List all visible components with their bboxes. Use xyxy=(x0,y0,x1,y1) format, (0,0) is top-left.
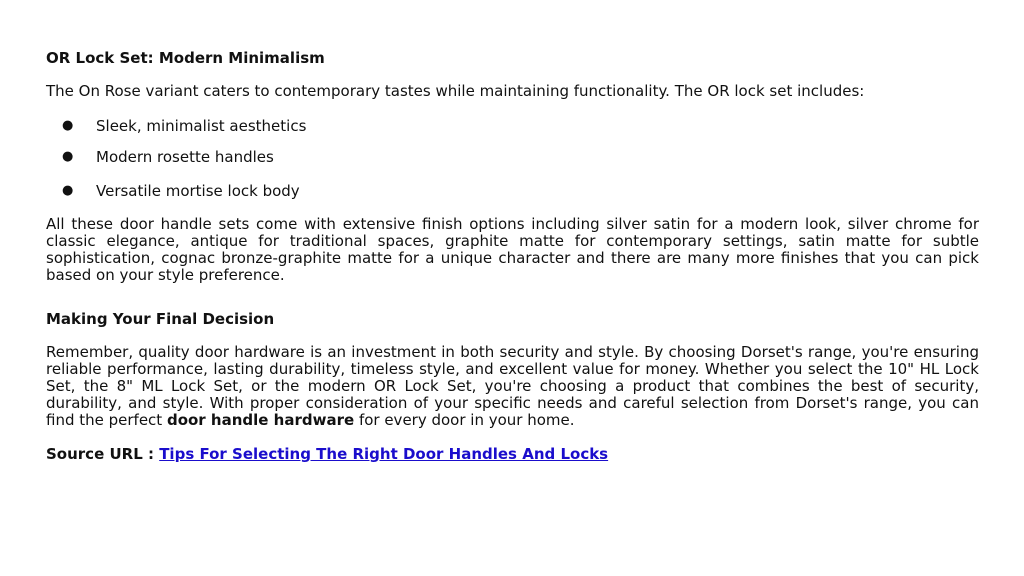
section-heading-final-decision: Making Your Final Decision xyxy=(46,310,275,328)
bullet-icon: ● xyxy=(62,183,74,198)
paragraph-text-end: for every door in your home. xyxy=(354,411,575,429)
bullet-text: Versatile mortise lock body xyxy=(96,182,300,200)
source-line xyxy=(46,445,608,463)
bullet-text: Modern rosette handles xyxy=(96,148,274,166)
source-label: Source URL : xyxy=(46,445,160,463)
finishes-paragraph: All these door handle sets come with extensive finish options including silver satin for a modern look, silver chrome for classic elegance, antique for traditional spaces, graphite matte for contemporary settings, satin matte for subtle sophistication, cognac bronze-graphite matte for a unique character and there are many more finishes that you can pick based on your style preference. xyxy=(46,215,979,284)
final-decision-paragraph xyxy=(46,344,979,429)
paragraph-text-start: Remember, quality door hardware is an investment in both security and style. By choosing Dorset's range, you're ensuring reliable performance, lasting durability, timeless style, and excellent value for money. Whether you select the 10" HL Lock Set, the 8" ML Lock Set, or the modern OR Lock Set, you're choosing a product that combines the best of security, durability, and style. With proper consideration of your specific needs and careful selection from Dorset's range, you can find the perfect xyxy=(46,343,979,429)
bullet-text: Sleek, minimalist aesthetics xyxy=(96,117,307,135)
emphasized-text: door handle hardware xyxy=(166,411,355,429)
intro-paragraph: The On Rose variant caters to contemporary tastes while maintaining functionality. The OR lock set includes: xyxy=(46,82,865,100)
bullet-icon: ● xyxy=(62,118,74,133)
bullet-icon: ● xyxy=(62,149,74,164)
section-heading-or-lock-set: OR Lock Set: Modern Minimalism xyxy=(46,49,325,67)
source-link[interactable]: Tips For Selecting The Right Door Handles And Locks xyxy=(159,445,609,463)
